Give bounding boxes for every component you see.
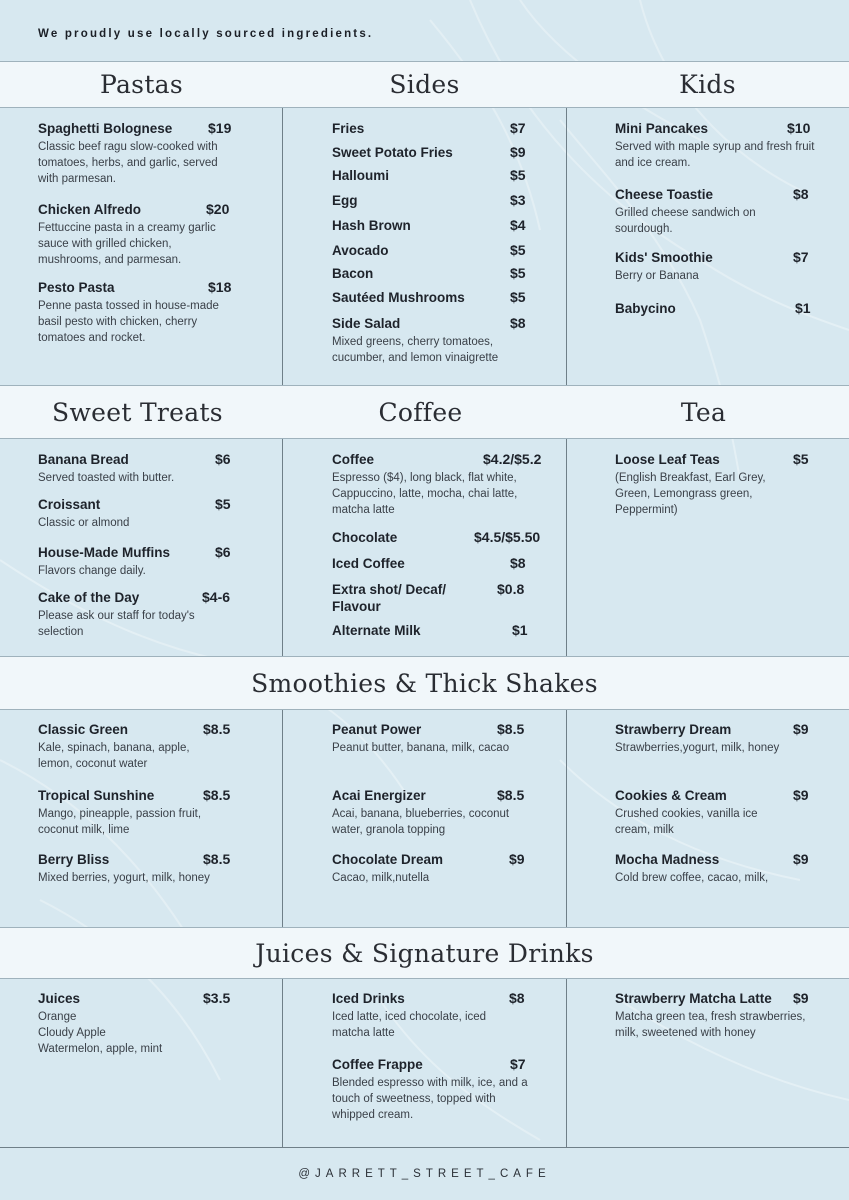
item-price: $8.5 bbox=[203, 787, 231, 803]
menu-item bbox=[332, 217, 532, 234]
item-description-line: Cloudy Apple bbox=[38, 1027, 106, 1039]
menu-item bbox=[332, 529, 552, 546]
item-price: $19 bbox=[208, 120, 232, 136]
item-name: Spaghetti Bolognese bbox=[38, 121, 173, 136]
menu-item bbox=[332, 242, 532, 259]
item-price: $5 bbox=[793, 451, 809, 467]
item-name: Hash Brown bbox=[332, 218, 411, 233]
item-name: Fries bbox=[332, 121, 365, 136]
menu-item bbox=[332, 787, 542, 838]
item-price: $5 bbox=[510, 289, 526, 305]
item-price: $1 bbox=[795, 300, 811, 316]
item-description: Blended espresso with milk, ice, and a touch of sweetness, topped with whipped cream. bbox=[332, 1077, 528, 1121]
menu-item bbox=[38, 851, 238, 886]
item-description: Penne pasta tossed in house-made basil pesto with chicken, cherry tomatoes and rocket. bbox=[38, 300, 219, 344]
item-price: $18 bbox=[208, 279, 232, 295]
menu-item bbox=[38, 787, 238, 838]
item-name: Pesto Pasta bbox=[38, 280, 115, 295]
item-price: $6 bbox=[215, 451, 231, 467]
item-description: Fettuccine pasta in a creamy garlic sauce with grilled chicken, mushrooms, and parmesan. bbox=[38, 222, 216, 266]
item-price: $8.5 bbox=[203, 851, 231, 867]
item-price: $5 bbox=[215, 496, 231, 512]
bottom-rule bbox=[0, 1147, 849, 1148]
tagline: We proudly use locally sourced ingredients. bbox=[38, 28, 374, 40]
menu-item bbox=[38, 990, 238, 1057]
item-name: Cookies & Cream bbox=[615, 788, 727, 803]
section-title-coffee: Coffee bbox=[378, 397, 463, 427]
item-price: $4-6 bbox=[202, 589, 231, 605]
item-name: Chocolate bbox=[332, 530, 398, 545]
item-price: $9 bbox=[509, 851, 525, 867]
divider bbox=[566, 108, 567, 385]
section-header-row-1 bbox=[0, 61, 849, 108]
item-name: Cake of the Day bbox=[38, 590, 140, 605]
item-price: $0.8 bbox=[497, 581, 525, 597]
item-price: $8.5 bbox=[497, 721, 525, 737]
item-price: $8 bbox=[509, 990, 525, 1006]
divider bbox=[282, 710, 283, 927]
item-price: $8.5 bbox=[497, 787, 525, 803]
item-description: Served toasted with butter. bbox=[38, 472, 175, 484]
item-name: Alternate Milk bbox=[332, 623, 421, 638]
menu-item bbox=[615, 120, 815, 171]
section-title-pastas: Pastas bbox=[99, 70, 183, 99]
item-name: Side Salad bbox=[332, 316, 401, 331]
menu-item bbox=[332, 555, 552, 572]
item-description: Flavors change daily. bbox=[38, 565, 146, 577]
item-price: $9 bbox=[793, 787, 809, 803]
item-price: $6 bbox=[215, 544, 231, 560]
section-title-kids: Kids bbox=[679, 70, 736, 99]
menu-item bbox=[332, 120, 532, 137]
menu-item bbox=[332, 1056, 542, 1123]
item-description: Berry or Banana bbox=[615, 270, 699, 282]
item-name: House-Made Muffins bbox=[38, 545, 171, 560]
item-price: $9 bbox=[793, 721, 809, 737]
menu-item bbox=[38, 279, 233, 346]
item-name: Acai Energizer bbox=[332, 788, 426, 803]
item-description: Kale, spinach, banana, apple, lemon, coconut water bbox=[38, 742, 190, 770]
item-price: $20 bbox=[206, 201, 230, 217]
menu-item bbox=[615, 721, 820, 756]
item-description: Mango, pineapple, passion fruit, coconut milk, lime bbox=[38, 808, 202, 836]
menu-item bbox=[332, 990, 542, 1041]
item-description: Please ask our staff for today's selection bbox=[38, 610, 195, 638]
item-description: Iced latte, iced chocolate, iced matcha latte bbox=[332, 1011, 487, 1039]
item-name: Croissant bbox=[38, 497, 101, 512]
item-price: $5 bbox=[510, 265, 526, 281]
item-name: Tropical Sunshine bbox=[38, 788, 155, 803]
item-price: $7 bbox=[793, 249, 809, 265]
section-header-smoothies bbox=[0, 656, 849, 710]
item-description-line: Watermelon, apple, mint bbox=[38, 1043, 163, 1055]
menu-item bbox=[332, 167, 532, 184]
item-name: Avocado bbox=[332, 243, 389, 258]
item-price: $5 bbox=[510, 242, 526, 258]
menu-item bbox=[332, 289, 532, 306]
item-name: Kids' Smoothie bbox=[615, 250, 713, 265]
item-price: $8 bbox=[510, 315, 526, 331]
item-name: Berry Bliss bbox=[38, 852, 110, 867]
divider bbox=[566, 710, 567, 927]
divider bbox=[282, 979, 283, 1147]
divider bbox=[566, 439, 567, 656]
item-description: Crushed cookies, vanilla ice cream, milk bbox=[615, 808, 758, 836]
section-title-juices: Juices & Signature Drinks bbox=[255, 938, 594, 968]
menu-item bbox=[38, 544, 238, 579]
menu-item bbox=[332, 581, 552, 615]
item-name: Chicken Alfredo bbox=[38, 202, 142, 217]
item-name: Sautéed Mushrooms bbox=[332, 290, 465, 305]
item-name: Banana Bread bbox=[38, 452, 129, 467]
menu-item bbox=[38, 589, 238, 640]
item-name: Sweet Potato Fries bbox=[332, 145, 453, 160]
item-name: Extra shot/ Decaf/ Flavour bbox=[332, 582, 447, 614]
item-description: (English Breakfast, Earl Grey, Green, Lemongrass green, Peppermint) bbox=[615, 472, 766, 516]
menu-item bbox=[38, 721, 238, 772]
item-description: Matcha green tea, fresh strawberries, milk, sweetened with honey bbox=[615, 1011, 806, 1039]
item-name: Coffee Frappe bbox=[332, 1057, 423, 1072]
menu-item bbox=[615, 249, 815, 284]
item-price: $9 bbox=[793, 851, 809, 867]
item-name: Egg bbox=[332, 193, 358, 208]
item-price: $9 bbox=[793, 990, 809, 1006]
item-price: $1 bbox=[512, 622, 528, 638]
item-name: Strawberry Dream bbox=[615, 722, 732, 737]
menu-item bbox=[38, 451, 238, 486]
menu-item bbox=[332, 265, 532, 282]
item-description: Peanut butter, banana, milk, cacao bbox=[332, 742, 510, 754]
item-name: Cheese Toastie bbox=[615, 187, 714, 202]
menu-item bbox=[615, 186, 815, 237]
menu-item bbox=[332, 451, 552, 518]
item-description: Espresso ($4), long black, flat white, Cappuccino, latte, mocha, chai latte, matcha latte bbox=[332, 472, 518, 516]
item-name: Bacon bbox=[332, 266, 374, 281]
section-header-row-2 bbox=[0, 385, 849, 439]
menu-item bbox=[332, 192, 532, 209]
item-description: Strawberries,yogurt, milk, honey bbox=[615, 742, 780, 754]
item-description: Grilled cheese sandwich on sourdough. bbox=[615, 207, 756, 235]
menu-item bbox=[615, 451, 815, 518]
divider bbox=[282, 108, 283, 385]
item-price: $3.5 bbox=[203, 990, 231, 1006]
item-name: Iced Coffee bbox=[332, 556, 405, 571]
item-name: Coffee bbox=[332, 452, 375, 467]
item-price: $7 bbox=[510, 1056, 526, 1072]
item-price: $8.5 bbox=[203, 721, 231, 737]
section-title-tea: Tea bbox=[680, 397, 727, 427]
item-price: $10 bbox=[787, 120, 811, 136]
item-name: Juices bbox=[38, 991, 81, 1006]
item-name: Peanut Power bbox=[332, 722, 422, 737]
item-name: Classic Green bbox=[38, 722, 129, 737]
item-description: Cacao, milk,nutella bbox=[332, 872, 430, 884]
item-description: Classic beef ragu slow-cooked with tomatoes, herbs, and garlic, served with parmesan. bbox=[38, 141, 218, 185]
menu-item bbox=[332, 144, 532, 161]
menu-item bbox=[615, 300, 815, 317]
item-price: $3 bbox=[510, 192, 526, 208]
item-name: Chocolate Dream bbox=[332, 852, 444, 867]
item-name: Babycino bbox=[615, 301, 676, 316]
menu-item bbox=[332, 721, 542, 756]
item-price: $4 bbox=[510, 217, 526, 233]
menu-item bbox=[615, 787, 820, 838]
item-description: Mixed berries, yogurt, milk, honey bbox=[38, 872, 210, 884]
divider bbox=[282, 439, 283, 656]
item-name: Mini Pancakes bbox=[615, 121, 709, 136]
menu-item bbox=[38, 120, 233, 187]
item-price: $4.2/$5.2 bbox=[483, 451, 542, 467]
divider bbox=[566, 979, 567, 1147]
item-description: Classic or almond bbox=[38, 517, 130, 529]
item-description: Acai, banana, blueberries, coconut water, granola topping bbox=[332, 808, 510, 836]
section-header-juices bbox=[0, 927, 849, 979]
item-name: Halloumi bbox=[332, 168, 390, 183]
item-name: Strawberry Matcha Latte bbox=[615, 991, 772, 1006]
item-name: Mocha Madness bbox=[615, 852, 720, 867]
instagram-handle: @JARRETT_STREET_CAFE bbox=[298, 1168, 551, 1180]
item-description: Served with maple syrup and fresh fruit and ice cream. bbox=[615, 141, 815, 169]
item-price: $8 bbox=[793, 186, 809, 202]
item-price: $8 bbox=[510, 555, 526, 571]
menu-item bbox=[332, 315, 532, 366]
section-title-smoothies: Smoothies & Thick Shakes bbox=[251, 668, 598, 698]
item-price: $4.5/$5.50 bbox=[474, 529, 541, 545]
menu-item bbox=[615, 990, 820, 1041]
item-price: $5 bbox=[510, 167, 526, 183]
menu-item bbox=[38, 496, 238, 531]
item-price: $9 bbox=[510, 144, 526, 160]
item-description: Cold brew coffee, cacao, milk, bbox=[615, 872, 769, 884]
item-name: Iced Drinks bbox=[332, 991, 405, 1006]
menu-item bbox=[38, 201, 233, 268]
menu-item bbox=[332, 622, 552, 639]
item-price: $7 bbox=[510, 120, 526, 136]
menu-item bbox=[332, 851, 542, 886]
section-title-sides: Sides bbox=[389, 70, 460, 99]
item-description: Mixed greens, cherry tomatoes, cucumber, and lemon vinaigrette bbox=[332, 336, 499, 364]
menu-item bbox=[615, 851, 820, 886]
item-description-line: Orange bbox=[38, 1011, 77, 1023]
item-name: Loose Leaf Teas bbox=[615, 452, 720, 467]
section-title-sweet-treats: Sweet Treats bbox=[52, 397, 223, 427]
